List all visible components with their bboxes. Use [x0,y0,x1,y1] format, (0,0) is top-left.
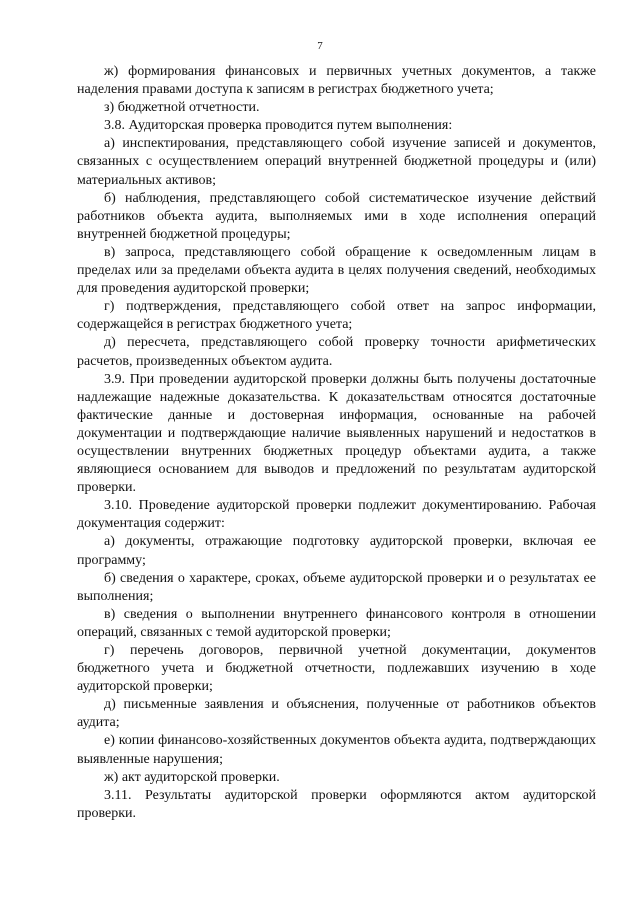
paragraph-3-10-item-v: в) сведения о выполнении внутреннего финансового контроля в отношении операций, связанных с темой аудиторской проверки; [77,606,596,640]
paragraph-3-10: 3.10. Проведение аудиторской проверки подлежит документированию. Рабочая документация содержит: [77,498,596,532]
paragraph-item-zh-formation: ж) формирования финансовых и первичных учетных документов, а также наделения правами доступа к записям в регистрах бюджетного учета; [77,64,596,98]
paragraph-3-10-item-g: г) перечень договоров, первичной учетной документации, документов бюджетного учета и бюджетной отчетности, подлежавших изучению в ходе аудиторской проверки; [77,643,596,695]
page-number: 7 [317,40,323,52]
paragraph-3-8: 3.8. Аудиторская проверка проводится путем выполнения: [104,118,453,134]
paragraph-3-10-item-b: б) сведения о характере, сроках, объеме аудиторской проверки и о результатах ее выполнения; [77,570,596,604]
paragraph-3-8-item-a: а) инспектирования, представляющего собой изучение записей и документов, связанных с осуществлением операций внутренней бюджетной процедуры и (или) материальных активов; [77,136,596,188]
paragraph-3-8-item-b: б) наблюдения, представляющего собой систематическое изучение действий работников объекта аудита, выполняемых ими в ходе исполнения операций внутренней бюджетной процедуры; [77,190,596,242]
paragraph-3-10-item-a: а) документы, отражающие подготовку аудиторской проверки, включая ее программу; [77,534,596,568]
paragraph-3-10-item-e: е) копии финансово-хозяйственных документов объекта аудита, подтверждающих выявленные нарушения; [77,733,596,767]
paragraph-3-10-item-d: д) письменные заявления и объяснения, полученные от работников объектов аудита; [77,697,596,731]
paragraph-3-8-item-d: д) пересчета, представляющего собой проверку точности арифметических расчетов, произведенных объектом аудита. [77,335,596,369]
document-body [77,63,596,823]
paragraph-item-z-budget-reporting: з) бюджетной отчетности. [104,100,260,116]
paragraph-3-8-item-g: г) подтверждения, представляющего собой ответ на запрос информации, содержащейся в регистрах бюджетного учета; [77,299,596,333]
paragraph-3-9: 3.9. При проведении аудиторской проверки должны быть получены достаточные надлежащие надежные доказательства. К доказательствам относятся достаточные фактические данные и достоверная информация, основанные на рабочей документации и подтверждающие наличие выявленных нарушений и недостатков в осуществлении внутренних бюджетных процедур объектами аудита, а также являющиеся основанием для выводов и предложений по результатам аудиторской проверки. [77,371,596,496]
paragraph-3-11: 3.11. Результаты аудиторской проверки оформляются актом аудиторской проверки. [77,787,596,821]
paragraph-3-8-item-v: в) запроса, представляющего собой обращение к осведомленным лицам в пределах или за пределами объекта аудита в целях получения сведений, необходимых для проведения аудиторской проверки; [77,244,596,297]
paragraph-3-10-item-zh: ж) акт аудиторской проверки. [104,769,280,785]
